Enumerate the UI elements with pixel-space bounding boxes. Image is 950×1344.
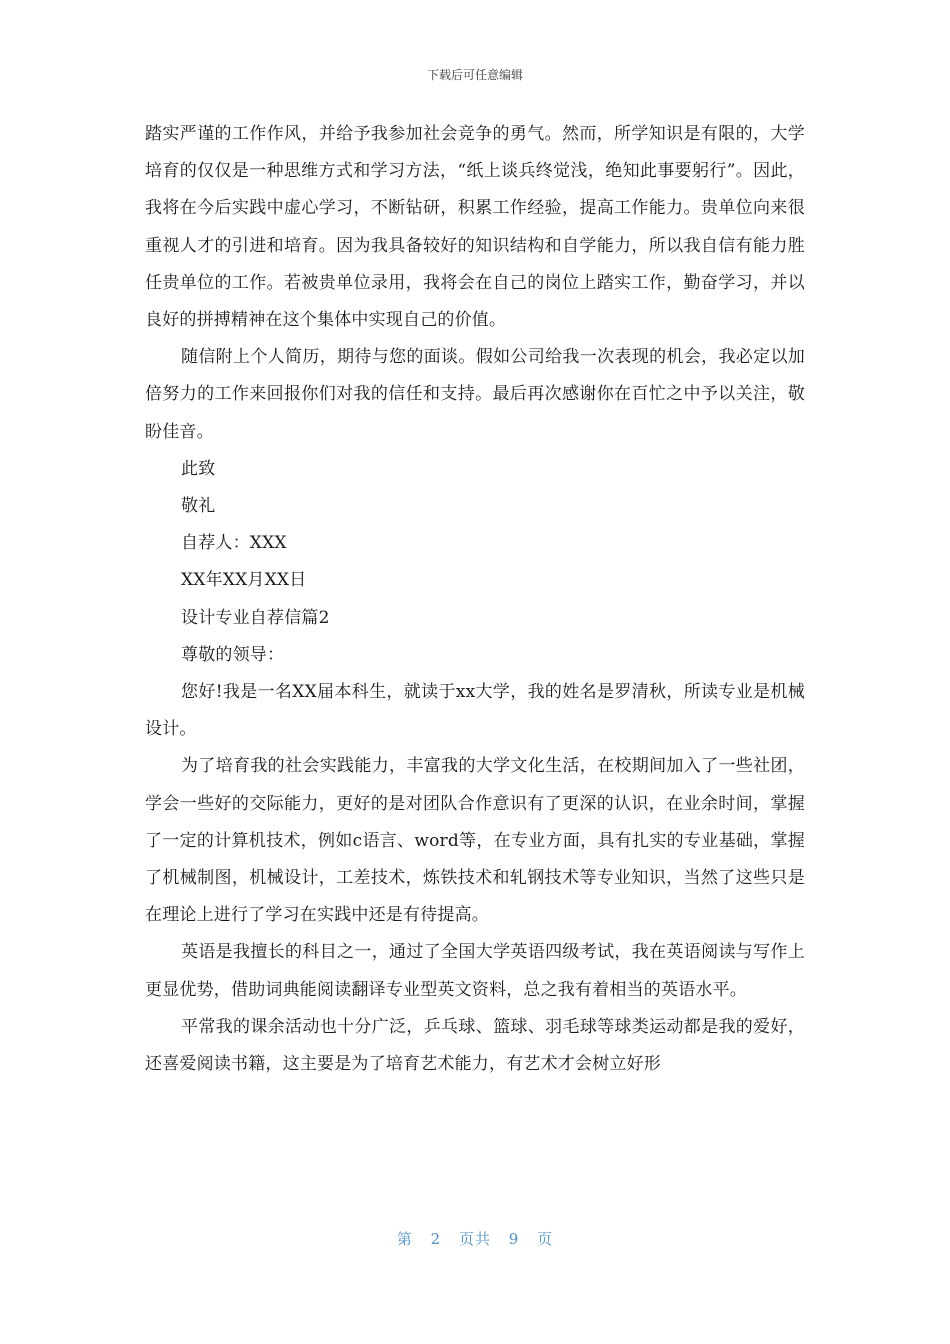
paragraph-english: 英语是我擅长的科目之一，通过了全国大学英语四级考试，我在英语阅读与写作上更显优势，借助词典能阅读翻译专业型英文资料，总之我有着相当的英语水平。: [145, 942, 805, 1000]
document-body: [145, 116, 805, 1083]
signer-line: 自荐人：XXX: [181, 533, 287, 554]
salutation: 尊敬的领导：: [181, 644, 285, 665]
paragraph-resume-note: 随信附上个人简历，期待与您的面谈。假如公司给我一次表现的机会，我必定以加倍努力的工作来回报你们对我的信任和支持。最后再次感谢你在百忙之中予以关注，敬盼佳音。: [145, 347, 805, 442]
paragraph-continuation: 踏实严谨的工作作风，并给予我参加社会竞争的勇气。然而，所学知识是有限的，大学培育的仅仅是一种思维方式和学习方法，“纸上谈兵终觉浅，绝知此事要躬行”。因此，我将在今后实践中虚心学习，不断钻研，积累工作经验，提高工作能力。贵单位向来很重视人才的引进和培育。因为我具备较好的知识结构和自学能力，所以我自信有能力胜任贵单位的工作。若被贵单位录用，我将会在自己的岗位上踏实工作，勤奋学习，并以良好的拼搏精神在这个集体中实现自己的价值。: [145, 124, 805, 331]
section-title: 设计专业自荐信篇2: [181, 607, 330, 628]
closing-ci-zhi: 此致: [181, 458, 216, 479]
paragraph-intro: 您好!我是一名XX届本科生，就读于xx大学，我的姓名是罗清秋，所读专业是机械设计。: [145, 682, 805, 740]
paragraph-practice: 为了培育我的社会实践能力，丰富我的大学文化生活，在校期间加入了一些社团，学会一些好的交际能力，更好的是对团队合作意识有了更深的认识，在业余时间，掌握了一定的计算机技术，例如c语言、word等，在专业方面，具有扎实的专业基础，掌握了机械制图，机械设计，工差技术，炼铁技术和轧钢技术等专业知识，当然了这些只是在理论上进行了学习在实践中还是有待提高。: [145, 756, 805, 926]
date-line: XX年XX月XX日: [181, 570, 307, 591]
page-number-footer: 第 2 页共 9 页: [396, 1230, 554, 1248]
closing-jing-li: 敬礼: [181, 496, 216, 517]
paragraph-activities: 平常我的课余活动也十分广泛，乒乓球、篮球、羽毛球等球类运动都是我的爱好，还喜爱阅读书籍，这主要是为了培育艺术能力，有艺术才会树立好形: [145, 1016, 805, 1075]
page-header: 下载后可任意编辑: [426, 68, 523, 82]
